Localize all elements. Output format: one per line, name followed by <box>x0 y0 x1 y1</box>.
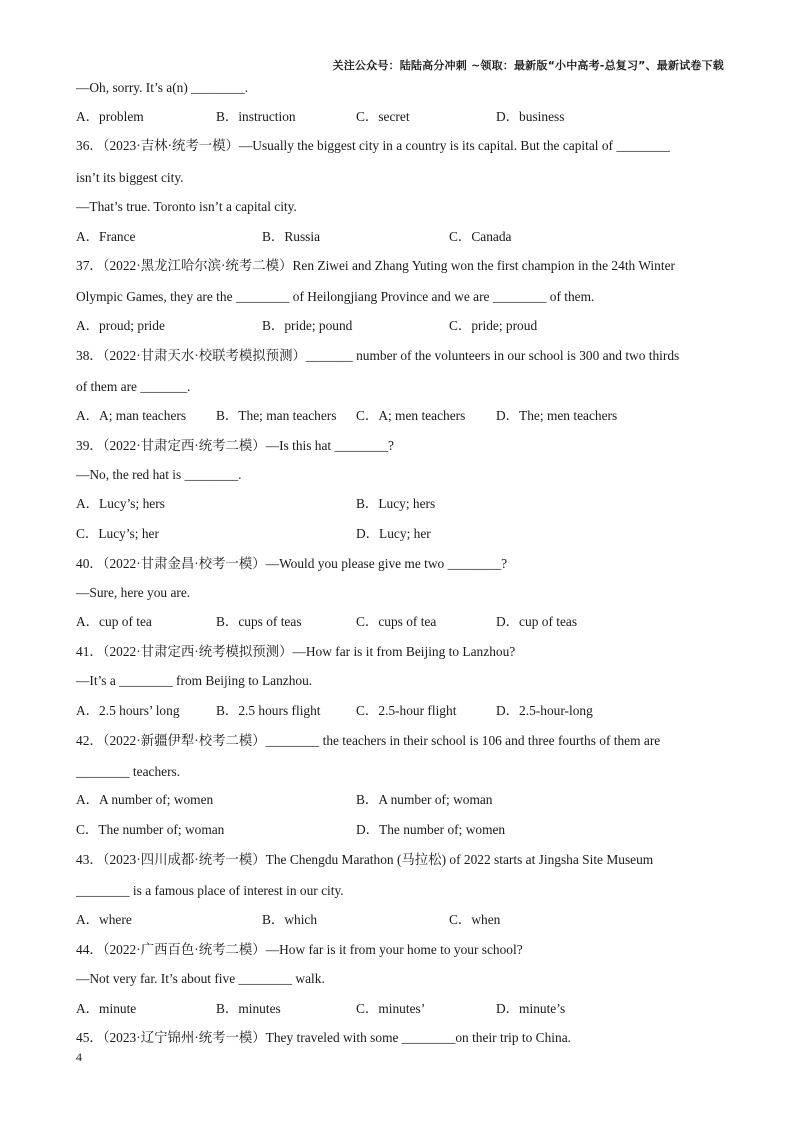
q44-option-c: C．minutes’ <box>356 1001 426 1016</box>
q38-option-d: D．The; men teachers <box>496 408 618 423</box>
q41-option-c: C．2.5-hour flight <box>356 703 457 718</box>
q37-line-1: 37．（2022·黑龙江哈尔滨·统考二模）Ren Ziwei and Zhang Yuting won the first champion in the 24th Winter <box>76 258 675 273</box>
q41-line-2: —It’s a ________ from Beijing to Lanzhou. <box>76 673 313 688</box>
q42-line-1: 42．（2022·新疆伊犁·校考二模）________ the teachers in their school is 106 and three fourths of them are <box>76 733 661 748</box>
q43-option-c: C．when <box>449 912 501 927</box>
q44-line-1: 44．（2022·广西百色·统考二模）—How far is it from your home to your school? <box>76 942 523 957</box>
q37-option-b: B．pride; pound <box>262 318 353 333</box>
q37-option-a: A．proud; pride <box>76 318 165 333</box>
page-number: 4 <box>76 1050 82 1064</box>
q35-option-b: B．instruction <box>216 109 296 124</box>
q40-line-1: 40．（2022·甘肃金昌·校考一模）—Would you please give me two ________? <box>76 556 508 571</box>
q36-option-c: C．Canada <box>449 229 512 244</box>
q35-option-d: D．business <box>496 109 565 124</box>
q43-line-1: 43．（2023·四川成都·统考一模）The Chengdu Marathon (马拉松) of 2022 starts at Jingsha Site Museum <box>76 852 654 867</box>
q42-option-a: A．A number of; women <box>76 792 214 807</box>
q40-option-c: C．cups of tea <box>356 614 437 629</box>
page-header: 关注公众号：陆陆高分冲刺 ~领取：最新版“小中高考-总复习”、最新试卷下载 <box>332 59 724 72</box>
q36-line-2: isn’t its biggest city. <box>76 170 184 185</box>
q37-line-2: Olympic Games, they are the ________ of Heilongjiang Province and we are ________ of them. <box>76 289 595 304</box>
q39-line-1: 39．（2022·甘肃定西·统考二模）—Is this hat ________? <box>76 438 395 453</box>
q38-line-1: 38．（2022·甘肃天水·校联考模拟预测）_______ number of the volunteers in our school is 300 and two thirds <box>76 348 680 363</box>
q44-option-a: A．minute <box>76 1001 137 1016</box>
q44-option-b: B．minutes <box>216 1001 281 1016</box>
q38-option-b: B．The; man teachers <box>216 408 337 423</box>
q41-option-d: D．2.5-hour-long <box>496 703 593 718</box>
q40-option-b: B．cups of teas <box>216 614 302 629</box>
q39-option-d: D．Lucy; her <box>356 526 431 541</box>
q40-line-2: —Sure, here you are. <box>76 585 191 600</box>
q44-line-2: —Not very far. It’s about five ________ walk. <box>76 971 325 986</box>
q40-option-a: A．cup of tea <box>76 614 152 629</box>
q35-option-a: A．problem <box>76 109 144 124</box>
q43-line-2: ________ is a famous place of interest in our city. <box>76 883 344 898</box>
q36-line-3: —That’s true. Toronto isn’t a capital city. <box>76 199 297 214</box>
q39-option-c: C．Lucy’s; her <box>76 526 159 541</box>
q36-option-a: A．France <box>76 229 136 244</box>
q36-line-1: 36．（2023·吉林·统考一模）—Usually the biggest city in a country is its capital. But the capital of ________ <box>76 138 670 153</box>
q41-line-1: 41．（2022·甘肃定西·统考模拟预测）—How far is it from Beijing to Lanzhou? <box>76 644 516 659</box>
q38-option-c: C．A; men teachers <box>356 408 466 423</box>
q42-line-2: ________ teachers. <box>76 764 181 779</box>
q36-option-b: B．Russia <box>262 229 321 244</box>
q43-option-a: A．where <box>76 912 132 927</box>
q40-option-d: D．cup of teas <box>496 614 578 629</box>
q42-option-c: C．The number of; woman <box>76 822 225 837</box>
q42-option-b: B．A number of; woman <box>356 792 493 807</box>
q39-option-b: B．Lucy; hers <box>356 496 436 511</box>
q41-option-b: B．2.5 hours flight <box>216 703 321 718</box>
q44-option-d: D．minute’s <box>496 1001 566 1016</box>
q35-line: —Oh, sorry. It’s a(n) ________. <box>76 80 249 95</box>
q43-option-b: B．which <box>262 912 318 927</box>
q35-option-c: C．secret <box>356 109 410 124</box>
q42-option-d: D．The number of; women <box>356 822 506 837</box>
q39-option-a: A．Lucy’s; hers <box>76 496 165 511</box>
q45-line-1: 45．（2023·辽宁锦州·统考一模）They traveled with some ________on their trip to China. <box>76 1030 572 1045</box>
q37-option-c: C．pride; proud <box>449 318 538 333</box>
q38-line-2: of them are _______. <box>76 379 191 394</box>
q39-line-2: —No, the red hat is ________. <box>76 467 242 482</box>
q41-option-a: A．2.5 hours’ long <box>76 703 180 718</box>
q38-option-a: A．A; man teachers <box>76 408 187 423</box>
